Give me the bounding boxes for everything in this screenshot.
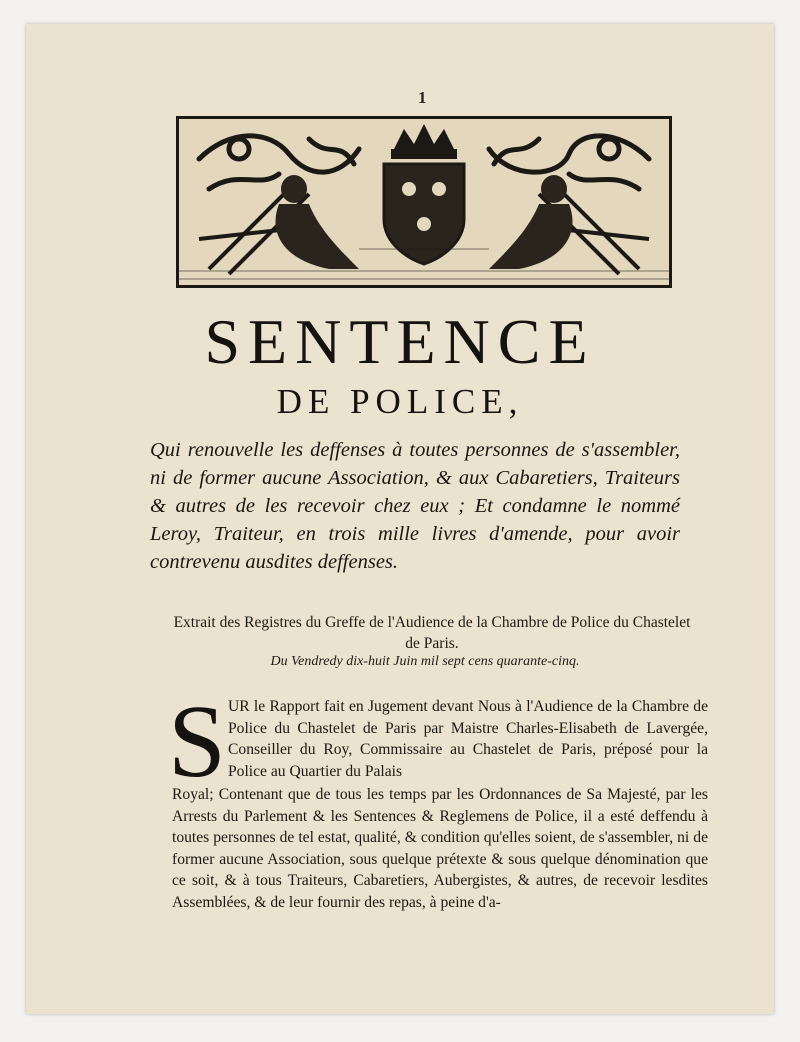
summary-paragraph: Qui renouvelle les deffenses à toutes personnes de s'assembler, ni de former aucune Association, & aux Cabaretiers, Traiteurs & autres de les recevoir chez eux ; Et condamne le nommé Leroy, Traiteur, en trois mille livres d'amende, pour avoir contrevenu ausdites deffenses. [150, 439, 680, 573]
page-number: 1 [418, 88, 427, 107]
dateline: Du Vendredy dix-huit Juin mil sept cens quarante-cinq. [270, 654, 580, 669]
registry-extract: Extrait des Registres du Greffe de l'Audience de la Chambre de Police du Chastelet de Paris. [173, 614, 691, 652]
body-text-lead: UR le Rapport fait en Jugement devant Nous à l'Audience de la Chambre de Police du Chastelet de Paris par Maistre Charles-Elisabeth de Lavergée, Conseiller du Roy, Commissaire au Chastelet de Paris, préposé pour la Police au Quartier du Palais [228, 698, 708, 780]
document-title: SENTENCE [204, 306, 596, 377]
drop-cap: S [168, 684, 226, 799]
headpiece-engraving [176, 116, 672, 288]
royal-crest-engraving-icon [179, 119, 669, 285]
body-text: Royal; Contenant que de tous les temps par les Ordonnances de Sa Majesté, par les Arrests du Parlement & les Sentences & Reglemens de Police, il a esté deffendu à toutes personnes de tel estat, qualité, & condition qu'elles soient, de s'assembler, ni de former aucune Association, sous quelque prétexte & sous quelque dénomination que ce soit, & à tous Traiteurs, Cabaretiers, Aubergistes, & autres, de recevoir lesdites Assemblées, & de leur fournir des repas, à peine d'a- [172, 786, 708, 911]
document-subtitle: DE POLICE, [276, 382, 524, 421]
